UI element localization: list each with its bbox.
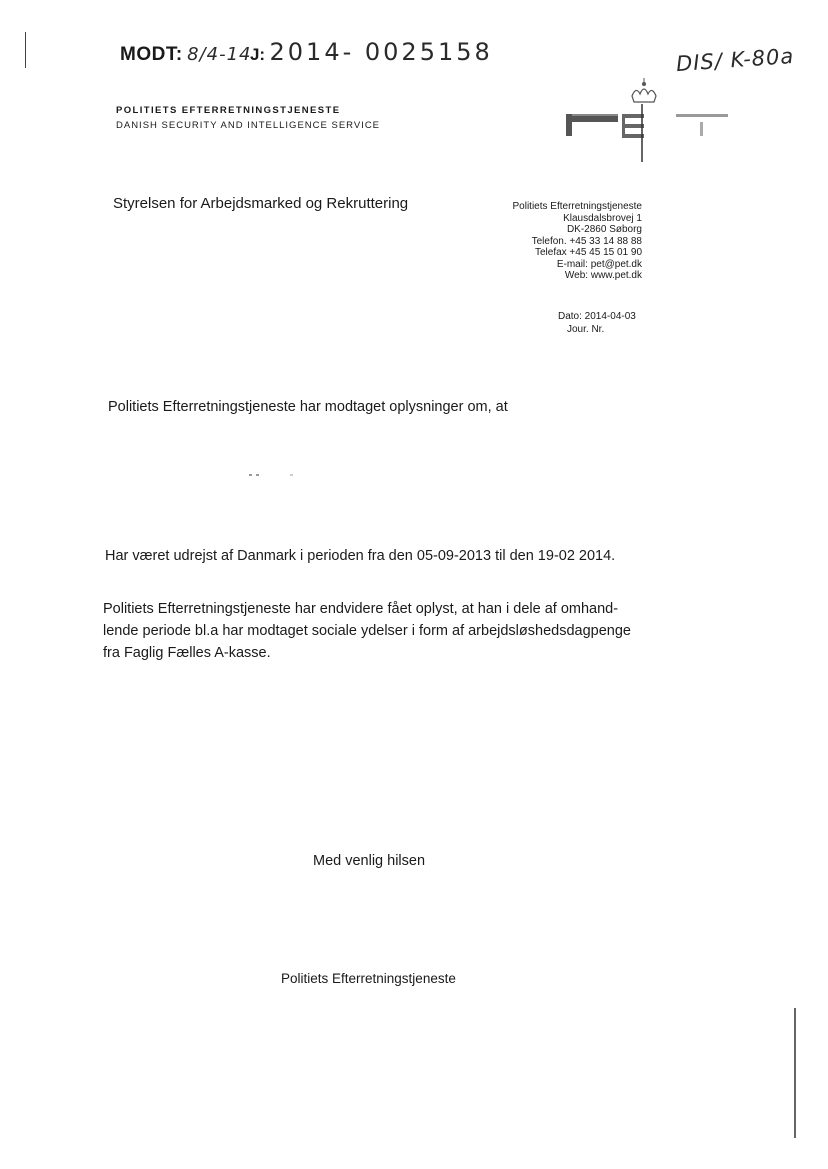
- address-phone: Telefon. +45 33 14 88 88: [531, 235, 642, 247]
- address-city: DK-2860 Søborg: [566, 224, 642, 235]
- stamp-j-label: J:: [249, 45, 266, 64]
- intro-paragraph: Politiets Efterretningstjeneste har modtaget oplysninger om, at: [108, 399, 508, 415]
- scan-edge-right: [794, 1008, 796, 1138]
- closing-greeting: Med venlig hilsen: [313, 853, 426, 869]
- recipient: Styrelsen for Arbejdsmarked og Rekruttering: [113, 195, 409, 212]
- stamp-prefix: MODT:: [120, 44, 183, 65]
- redaction-speck: [290, 474, 293, 476]
- stamp-date: 8/4-14: [187, 44, 252, 65]
- crown-icon: [560, 78, 730, 168]
- pet-logo: [560, 78, 730, 168]
- address-street: Klausdalsbrovej 1: [563, 212, 642, 224]
- benefits-line2: lende periode bl.a har modtaget sociale ydelser i form af arbejdsløshedsdagpenge: [103, 623, 631, 639]
- travel-paragraph: Har været udrejst af Danmark i perioden fra den 05-09-2013 til den 19-02 2014.: [105, 548, 616, 564]
- address-web: Web: www.pet.dk: [564, 270, 642, 281]
- address-email: E-mail: pet@pet.dk: [556, 258, 642, 270]
- sender-org-line2: DANISH SECURITY AND INTELLIGENCE SERVICE: [116, 120, 381, 131]
- benefits-line3: fra Faglig Fælles A-kasse.: [103, 645, 271, 661]
- redaction-speck: [256, 474, 259, 476]
- sender-org-line1: POLITIETS EFTERRETNINGSTJENESTE: [116, 105, 341, 116]
- address-name: Politiets Efterretningstjeneste: [512, 201, 642, 212]
- corner-note: DIS/ K-80a: [675, 43, 795, 77]
- address-block: [442, 201, 642, 282]
- stamp-number: 2014- 0025158: [269, 38, 493, 66]
- scan-edge-left: [25, 32, 26, 68]
- received-stamp: [120, 38, 493, 66]
- sender-header: [116, 103, 380, 133]
- address-fax: Telefax +45 45 15 01 90: [534, 247, 642, 258]
- date-line: Dato: 2014-04-03: [558, 311, 636, 322]
- signature: Politiets Efterretningstjeneste: [281, 971, 456, 986]
- benefits-line1: Politiets Efterretningstjeneste har endvidere fået oplyst, at han i dele af omhand-: [103, 601, 619, 617]
- journal-line: Jour. Nr.: [567, 324, 605, 335]
- redaction-speck: [249, 474, 252, 476]
- benefits-paragraph: [103, 598, 631, 664]
